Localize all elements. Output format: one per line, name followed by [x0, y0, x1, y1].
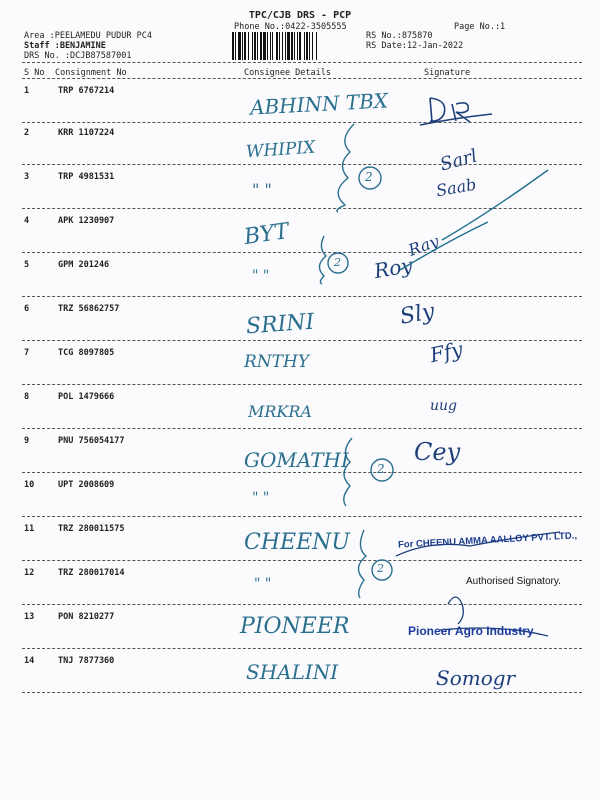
row-consignee-handwritten: CHEENU	[244, 530, 350, 555]
row-consignee-handwritten: WHIPIX	[245, 137, 316, 163]
column-header-sno: S No	[24, 68, 45, 78]
row-consignee-handwritten: SHALINI	[246, 660, 339, 684]
row-sno: 5	[24, 260, 30, 270]
ditto-bracket-2	[319, 236, 326, 284]
row-sno: 12	[24, 568, 35, 578]
row-sno: 4	[24, 216, 30, 226]
row-signature: Sarl	[437, 145, 480, 176]
company-stamp-pioneer: Pioneer Agro Industry	[408, 624, 534, 638]
authorised-signatory-stamp: Authorised Signatory.	[466, 576, 561, 587]
row-consignment-number: APK 1230907	[58, 216, 115, 226]
row-consignee-handwritten: ABHINN TBX	[249, 88, 389, 120]
row-consignee-handwritten: " "	[252, 490, 270, 506]
row-sno: 7	[24, 348, 30, 358]
signature-slash-2	[400, 222, 488, 270]
row-consignee-handwritten: GOMATHI	[244, 448, 349, 472]
document-title: TPC/CJB DRS - PCP	[248, 10, 352, 21]
row-sno: 2	[24, 128, 30, 138]
row-consignment-number: PON 8210277	[58, 612, 115, 622]
row-sno: 13	[24, 612, 35, 622]
rs-date: RS Date:12-Jan-2022	[366, 41, 464, 51]
rs-number: RS No.:875870	[366, 31, 433, 41]
page-number: Page No.:1	[454, 22, 506, 32]
circle-number-4: 2	[377, 562, 384, 575]
row-consignment-number: TRP 6767214	[58, 86, 115, 96]
phone-number: Phone No.:0422-3505555	[234, 22, 347, 32]
row-sno: 8	[24, 392, 30, 402]
row-signature: Saab	[434, 174, 478, 201]
ditto-bracket-3	[344, 438, 352, 506]
row-consignment-number: GPM 201246	[58, 260, 110, 270]
signature-strokes-1	[420, 98, 492, 125]
signature-slash-1	[442, 170, 548, 240]
row-sno: 6	[24, 304, 30, 314]
row-signature: Sly	[398, 299, 437, 330]
row-signature: Cey	[414, 438, 461, 466]
circle-number-2: 2	[334, 256, 341, 269]
row-sno: 11	[24, 524, 35, 534]
row-consignment-number: PNU 756054177	[58, 436, 125, 446]
row-signature: Ray	[405, 231, 442, 260]
row-sno: 10	[24, 480, 35, 490]
circle-number-3: 2	[377, 462, 385, 476]
row-consignee-handwritten: " "	[252, 268, 270, 284]
company-stamp-cheenu: For CHEENU AMMA AALLOY PVT. LTD.,	[397, 530, 578, 551]
ditto-bracket-4	[358, 530, 366, 598]
row-consignment-number: TRZ 280011575	[58, 524, 125, 534]
circle-number-1: 2	[365, 170, 373, 184]
area-label: Area :PEELAMEDU PUDUR PC4	[24, 31, 152, 41]
row-signature: Ffy	[427, 336, 465, 368]
row-consignment-number: KRR 1107224	[58, 128, 115, 138]
row-sno: 1	[24, 86, 30, 96]
row-sno: 3	[24, 172, 30, 182]
column-header-signature: Signature	[424, 68, 471, 78]
row-consignee-handwritten: BYT	[242, 218, 291, 251]
column-header-consignee: Consignee Details	[244, 68, 331, 78]
row-consignee-handwritten: SRINI	[245, 309, 316, 340]
row-consignment-number: TRZ 56862757	[58, 304, 120, 314]
row-consignee-handwritten: MRKRA	[248, 402, 312, 421]
row-signature: Roy	[372, 252, 415, 284]
row-consignment-number: TNJ 7877360	[58, 656, 115, 666]
row-consignment-number: UPT 2008609	[58, 480, 115, 490]
row-signature: uug	[430, 398, 457, 414]
row-consignee-handwritten: RNTHY	[244, 352, 310, 372]
row-consignee-handwritten: " "	[252, 180, 272, 199]
staff-label: Staff :BENJAMINE	[24, 41, 106, 51]
ditto-bracket-1	[337, 124, 354, 212]
row-consignee-handwritten: " "	[254, 576, 272, 592]
row-consignment-number: POL 1479666	[58, 392, 115, 402]
row-consignment-number: TCG 8097805	[58, 348, 115, 358]
row-consignee-handwritten: PIONEER	[240, 614, 350, 639]
row-signature: Somogr	[436, 666, 516, 690]
row-consignment-number: TRP 4981531	[58, 172, 115, 182]
drs-number: DRS No. :DCJB87587001	[24, 51, 132, 61]
row-sno: 14	[24, 656, 35, 666]
row-sno: 9	[24, 436, 30, 446]
row-consignment-number: TRZ 280017014	[58, 568, 125, 578]
column-header-consignment: Consignment No	[55, 68, 127, 78]
